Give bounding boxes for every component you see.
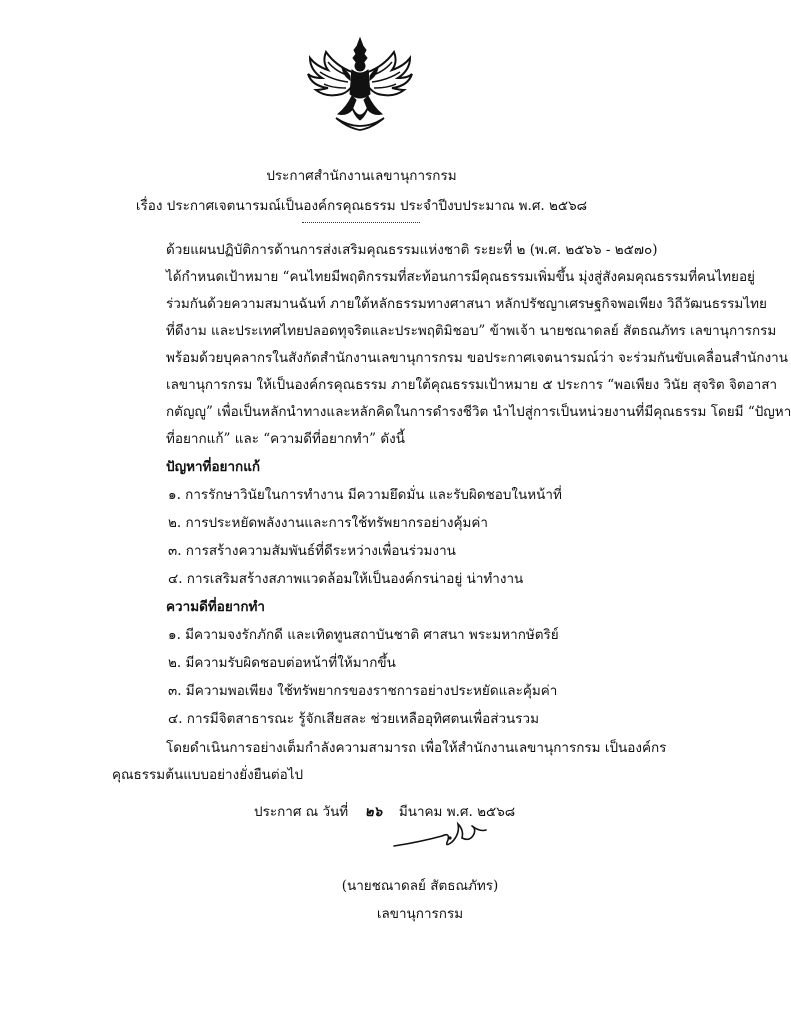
problem-item-1: ๑. การรักษาวินัยในการทำงาน มีความยึดมั่น และรับผิดชอบในหน้าที่ (168, 487, 562, 503)
closing-line-2: คุณธรรมต้นแบบอย่างยั่งยืนต่อไป (112, 767, 304, 783)
garuda-emblem-icon (306, 36, 414, 136)
problems-heading: ปัญหาที่อยากแก้ (166, 459, 261, 475)
header-line-1: ประกาศสำนักงานเลขานุการกรม (266, 168, 457, 184)
intro-line-2: ได้กำหนดเป้าหมาย “คนไทยมีพฤติกรรมที่สะท้อนการมีคุณธรรมเพิ่มขึ้น มุ่งสู่สังคมคุณธรรมที่คนไทยอยู่ (166, 269, 755, 285)
intro-line-5: พร้อมด้วยบุคลากรในสังกัดสำนักงานเลขานุการกรม ขอประกาศเจตนารมณ์ว่า จะร่วมกันขับเคลื่อนสำนักงาน (166, 350, 788, 366)
announce-suffix: มีนาคม พ.ศ. ๒๕๖๘ (398, 804, 516, 820)
problem-item-4: ๔. การเสริมสร้างสภาพแวดล้อมให้เป็นองค์กรน่าอยู่ น่าทำงาน (168, 571, 524, 587)
signer-name: (นายชณาดลย์ สัตธณภัทร) (341, 878, 499, 894)
header-line-2: เรื่อง ประกาศเจตนารมณ์เป็นองค์กรคุณธรรม ประจำปีงบประมาณ พ.ศ. ๒๕๖๘ (135, 198, 588, 214)
signer-title: เลขานุการกรม (376, 906, 464, 922)
closing-line-1: โดยดำเนินการอย่างเต็มกำลังความสามารถ เพื่อให้สำนักงานเลขานุการกรม เป็นองค์กร (166, 740, 667, 756)
intro-line-3: ร่วมกันด้วยความสมานฉันท์ ภายใต้หลักธรรมทางศาสนา หลักปรัชญาเศรษฐกิจพอเพียง วิถีวัฒนธรรมไทย (166, 296, 767, 312)
problem-item-3: ๓. การสร้างความสัมพันธ์ที่ดีระหว่างเพื่อนร่วมงาน (168, 543, 456, 559)
intro-line-8: ที่อยากแก้” และ “ความดีที่อยากทำ” ดังนี้ (166, 431, 405, 447)
announce-prefix: ประกาศ ณ วันที่ (254, 804, 349, 820)
good-item-1: ๑. มีความจงรักภักดี และเทิดทูนสถาบันชาติ ศาสนา พระมหากษัตริย์ (168, 627, 559, 643)
intro-line-1: ด้วยแผนปฏิบัติการด้านการส่งเสริมคุณธรรมแห่งชาติ ระยะที่ ๒ (พ.ศ. ๒๕๖๖ - ๒๕๗๐) (166, 242, 658, 258)
intro-line-4: ที่ดีงาม และประเทศไทยปลอดทุจริตและประพฤติมิชอบ” ข้าพเจ้า นายชณาดลย์ สัตธณภัทร เลขานุการกรม (166, 323, 777, 339)
separator-dots (302, 222, 420, 223)
good-item-4: ๔. การมีจิตสาธารณะ รู้จักเสียสละ ช่วยเหลืออุทิศตนเพื่อส่วนรวม (168, 711, 540, 727)
problem-item-2: ๒. การประหยัดพลังงานและการใช้ทรัพยากรอย่างคุ้มค่า (168, 515, 488, 531)
signature-icon (390, 812, 510, 852)
intro-line-6: เลขานุการกรม ให้เป็นองค์กรคุณธรรม ภายใต้คุณธรรมเป้าหมาย ๕ ประการ “พอเพียง วินัย สุจริต จิตอาสา (166, 377, 778, 393)
goods-heading: ความดีที่อยากทำ (166, 599, 266, 615)
good-item-3: ๓. มีความพอเพียง ใช้ทรัพยากรของราชการอย่างประหยัดและคุ้มค่า (168, 683, 558, 699)
intro-line-7: กตัญญู” เพื่อเป็นหลักนำทางและหลักคิดในการดำรงชีวิต นำไปสู่การเป็นหน่วยงานที่มีคุณธรรม โดยมี “ปัญหา (166, 404, 791, 420)
announce-day: ๒๖ (364, 804, 383, 820)
good-item-2: ๒. มีความรับผิดชอบต่อหน้าที่ให้มากขึ้น (168, 655, 396, 671)
